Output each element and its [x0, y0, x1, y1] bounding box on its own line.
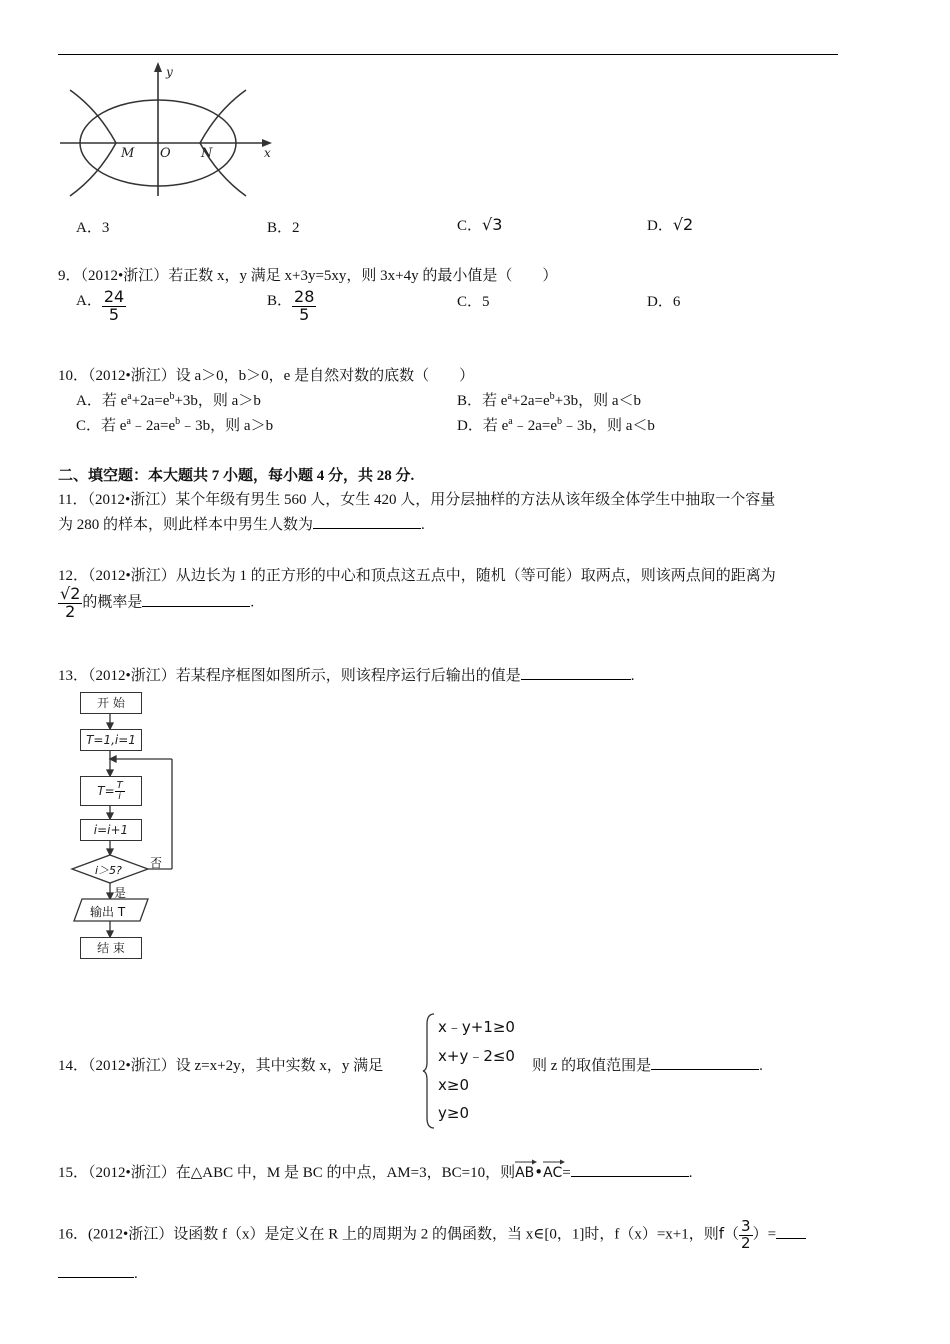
t-over-i-fraction: [115, 781, 125, 802]
fraction: [102, 289, 126, 324]
period: .: [421, 517, 425, 533]
superscript: b: [169, 391, 175, 402]
fraction-numerator: T: [116, 780, 123, 791]
period: .: [134, 1266, 138, 1282]
vector-ac-label: AC: [543, 1165, 563, 1181]
q15-line: [58, 1161, 692, 1182]
fraction-denominator: 5: [108, 304, 120, 324]
point-m-label: M: [121, 146, 135, 161]
q9-option-a: [76, 289, 126, 324]
top-rule: [58, 54, 838, 55]
q9-stem: 9．（2012•浙江）若正数 x，y 满足 x+3y=5xy，则 3x+4y 的最小值是（ ）: [58, 268, 558, 284]
q11-line1: 11．（2012•浙江）某个年级有男生 560 人，女生 420 人，用分层抽样的方法从该年级全体学生中抽取一个容量: [58, 492, 776, 508]
answer-blank[interactable]: [776, 1223, 806, 1239]
option-text: 若 e: [101, 418, 127, 434]
flowchart-output: 输出 T: [90, 905, 126, 919]
option-text: ﹣2a=e: [512, 418, 557, 434]
q14-after: [532, 1054, 763, 1075]
superscript: b: [549, 391, 555, 402]
option-text: 3: [101, 220, 110, 236]
q14-text: 则 z 的取值范围是: [532, 1058, 652, 1074]
flowchart-yes-label: 是: [114, 886, 127, 900]
superscript: a: [508, 416, 513, 427]
vector-ab: [515, 1162, 534, 1181]
q8-option-b: [267, 216, 300, 237]
option-text: +3b，则 a＞b: [174, 393, 261, 409]
option-text: 5: [482, 294, 490, 310]
assign-lhs: T=: [97, 784, 115, 798]
option-letter: C．: [457, 218, 483, 234]
inequality-2: x+y﹣2≤0: [438, 1047, 515, 1065]
answer-blank[interactable]: [651, 1054, 759, 1070]
function-name: f（: [718, 1224, 740, 1243]
fraction-numerator: 28: [294, 287, 315, 306]
option-letter: D．: [647, 294, 673, 310]
superscript: a: [126, 416, 131, 427]
answer-blank-continued[interactable]: [58, 1262, 134, 1278]
vector-arrow-icon: [515, 1159, 537, 1165]
q12-text: 的概率是: [82, 594, 143, 611]
answer-blank[interactable]: [313, 513, 421, 529]
vector-ab-label: AB: [515, 1165, 535, 1181]
option-text: +3b，则 a＜b: [554, 393, 641, 409]
section-heading: 二、填空题：本大题共 7 小题，每小题 4 分，共 28 分.: [58, 468, 415, 484]
flowchart-init: T=1,i=1: [80, 729, 142, 751]
option-letter: D．: [647, 218, 673, 234]
fraction-numerator: √2: [60, 584, 81, 603]
left-brace: [422, 1012, 436, 1130]
period: .: [630, 668, 635, 684]
vector-ac: [543, 1162, 562, 1181]
superscript: b: [557, 416, 562, 427]
q10-option-d: [457, 414, 655, 435]
inequality-system: [422, 1012, 542, 1130]
origin-label: O: [160, 146, 171, 161]
q8-option-a: [76, 216, 109, 237]
ellipse-hyperbola-graph: [58, 60, 288, 200]
option-text: √2: [672, 215, 694, 234]
fraction-denominator: 2: [65, 601, 76, 621]
q16-line: [58, 1219, 806, 1252]
option-text: ﹣3b，则 a＜b: [562, 418, 655, 434]
q10-stem: 10．（2012•浙江）设 a＞0，b＞0，e 是自然对数的底数（ ）: [58, 368, 475, 384]
option-text: 若 e: [482, 418, 509, 434]
inequality-4: y≥0: [438, 1104, 469, 1122]
q8-option-d: [647, 214, 693, 235]
q9-option-c: [457, 290, 490, 311]
q13-stem-line: [58, 664, 635, 685]
period: .: [759, 1058, 763, 1074]
period: .: [250, 594, 255, 611]
q12-line1: 12．（2012•浙江）从边长为 1 的正方形的中心和顶点这五点中，随机（等可能）取两点，则该两点间的距离为: [58, 568, 776, 584]
superscript: a: [507, 391, 512, 402]
option-letter: B．: [267, 293, 293, 309]
option-letter: B．: [267, 220, 293, 236]
close-paren: ）: [752, 1224, 768, 1243]
q9-option-d: [647, 290, 680, 311]
option-text: +2a=e: [131, 393, 170, 409]
option-text: ﹣2a=e: [130, 418, 176, 434]
equals-sign: =: [767, 1226, 777, 1243]
fraction-denominator: 2: [741, 1233, 751, 1252]
option-text: √3: [482, 215, 503, 234]
q15-text: 15．（2012•浙江）在△ABC 中，M 是 BC 的中点，AM=3，BC=10，则: [58, 1165, 516, 1181]
option-text: 6: [672, 294, 681, 310]
q16-text: 16．(2012•浙江）设函数 f（x）是定义在 R 上的周期为 2 的偶函数，当 x∈[0，1]时，f（x）=x+1，则: [58, 1226, 719, 1243]
option-text: 若 e: [101, 393, 128, 409]
flowchart-increment: i=i+1: [80, 819, 142, 841]
fraction-denominator: 5: [299, 304, 310, 324]
sqrt2-over-2-fraction: [58, 586, 82, 621]
y-axis-label: y: [166, 65, 173, 79]
fraction-numerator: 24: [103, 287, 125, 306]
option-text: 2: [292, 220, 300, 236]
period: .: [688, 1165, 693, 1181]
flowchart-end: 结 束: [80, 937, 142, 959]
program-flowchart: [62, 688, 182, 963]
option-text: +2a=e: [511, 393, 550, 409]
q16-line2: [58, 1262, 138, 1283]
q12-line2: [58, 586, 254, 621]
q9-option-b: [267, 289, 316, 324]
q11-line2: [58, 513, 425, 534]
option-letter: A．: [76, 220, 102, 236]
vector-arrow-icon: [543, 1159, 565, 1165]
x-axis-label: x: [264, 146, 271, 160]
option-letter: C．: [76, 418, 102, 434]
answer-blank[interactable]: [571, 1161, 689, 1177]
q8-option-c: [457, 214, 502, 235]
fraction: [292, 289, 316, 324]
answer-blank[interactable]: [142, 591, 250, 607]
inequality-3: x≥0: [438, 1076, 469, 1094]
q10-option-a: [76, 389, 261, 410]
flowchart-assign: [80, 776, 142, 806]
superscript: a: [127, 391, 132, 402]
fraction-denominator: i: [118, 791, 122, 802]
q10-option-b: [457, 389, 641, 410]
q11-text: 为 280 的样本，则此样本中男生人数为: [58, 517, 314, 533]
option-letter: A．: [76, 393, 102, 409]
option-text: ﹣3b，则 a＞b: [180, 418, 274, 434]
answer-blank[interactable]: [521, 664, 631, 680]
point-n-label: N: [201, 146, 213, 161]
q14-stem: 14．（2012•浙江）设 z=x+2y，其中实数 x，y 满足: [58, 1058, 384, 1074]
q10-option-c: [76, 414, 273, 435]
flowchart-no-label: 否: [150, 856, 163, 870]
option-letter: B．: [457, 393, 483, 409]
dot-operator: •: [534, 1163, 544, 1181]
option-letter: A．: [76, 293, 102, 309]
option-letter: D．: [457, 418, 483, 434]
option-letter: C．: [457, 294, 483, 310]
fraction-numerator: 3: [741, 1217, 751, 1235]
inequality-1: x﹣y+1≥0: [438, 1018, 515, 1036]
three-halves-fraction: [739, 1219, 753, 1252]
superscript: b: [175, 416, 181, 427]
q13-text: 13．（2012•浙江）若某程序框图如图所示，则该程序运行后输出的值是: [58, 668, 521, 684]
option-text: 若 e: [482, 393, 508, 409]
flowchart-condition: i＞5?: [95, 864, 122, 877]
equals-sign: =: [562, 1165, 571, 1181]
flowchart-start: 开 始: [80, 692, 142, 714]
